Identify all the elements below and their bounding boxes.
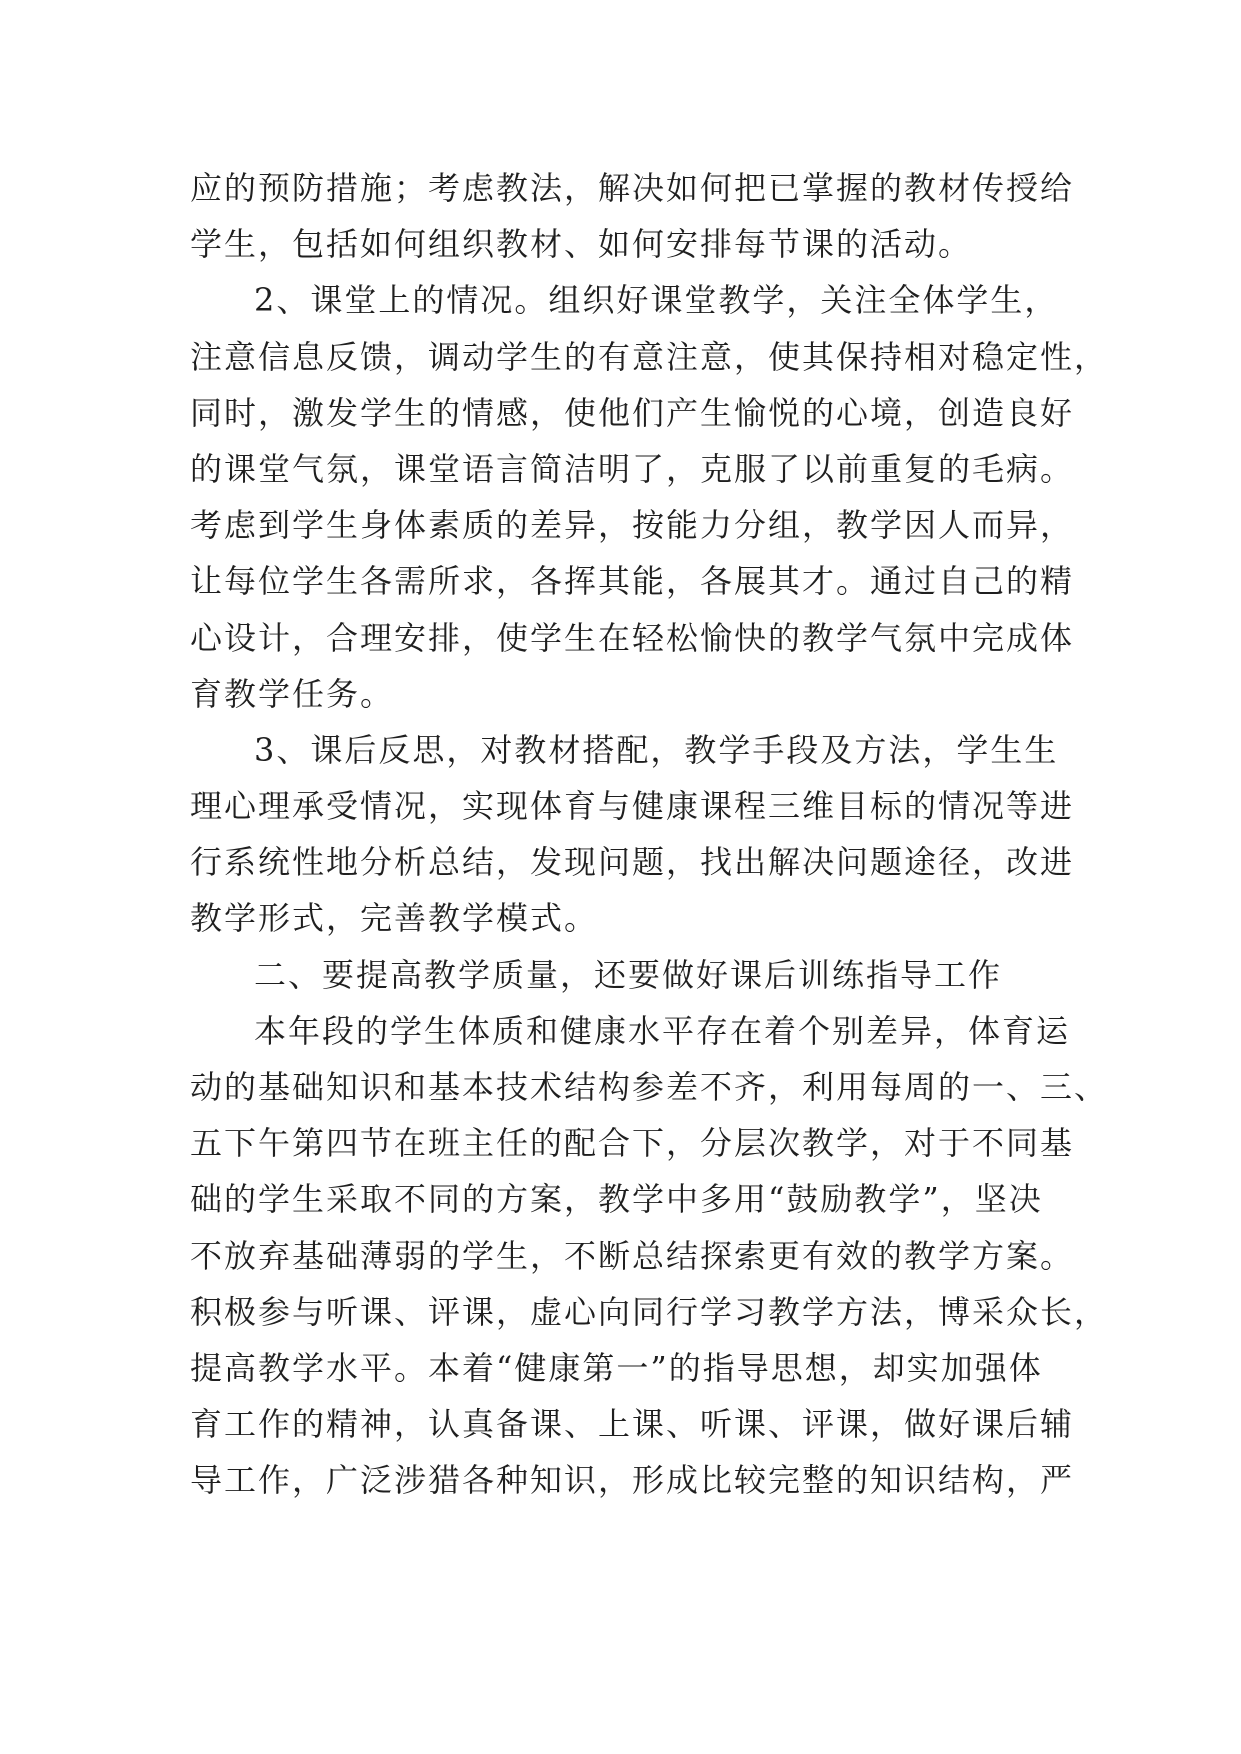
text-line: 学生，包括如何组织教材、如何安排每节课的活动。 [190,225,973,264]
text-line: 不放弃基础薄弱的学生，不断总结探索更有效的教学方案。 [190,1236,1075,1275]
section-heading: 二、要提高教学质量，还要做好课后训练指导工作 [254,955,1003,994]
text-line: 积极参与听课、评课，虚心向同行学习教学方法，博采众长， [190,1292,1109,1331]
text-line: 动的基础知识和基本技术结构参差不齐，利用每周的一、三、 [190,1068,1109,1106]
paragraph-start-line: 2、课堂上的情况。组织好课堂教学，关注全体学生， [254,281,1059,320]
text-line: 五下午第四节在班主任的配合下，分层次教学，对于不同基 [190,1124,1075,1163]
text-line: 教学形式，完善教学模式。 [190,899,599,938]
paragraph-start-line: 3、课后反思，对教材搭配，教学手段及方法，学生生 [254,730,1059,769]
text-line: 育工作的精神，认真备课、上课、听课、评课，做好课后辅 [190,1405,1075,1444]
text-line: 础的学生采取不同的方案，教学中多用“鼓励教学”，坚决 [190,1180,1043,1219]
text-line: 提高教学水平。本着“健康第一”的指导思想，却实加强体 [190,1348,1043,1387]
text-line: 的课堂气氛，课堂语言简洁明了，克服了以前重复的毛病。 [190,449,1075,488]
text-line: 导工作，广泛涉猎各种知识，形成比较完整的知识结构，严 [190,1461,1075,1500]
text-line: 育教学任务。 [190,674,395,713]
text-line: 注意信息反馈，调动学生的有意注意，使其保持相对稳定性， [190,337,1109,376]
paragraph-start-line: 本年段的学生体质和健康水平存在着个别差异，体育运 [254,1011,1071,1050]
text-line: 行系统性地分析总结，发现问题，找出解决问题途径，改进 [190,843,1075,882]
text-line: 心设计，合理安排，使学生在轻松愉快的教学气氛中完成体 [190,618,1075,657]
body-text [190,160,1109,1509]
text-line: 让每位学生各需所求，各挥其能，各展其才。通过自己的精 [190,562,1075,601]
text-line: 应的预防措施；考虑教法，解决如何把已掌握的教材传授给 [190,169,1075,207]
text-line: 考虑到学生身体素质的差异，按能力分组，教学因人而异， [190,506,1075,545]
text-line: 同时，激发学生的情感，使他们产生愉悦的心境，创造良好 [190,393,1075,432]
text-line: 理心理承受情况，实现体育与健康课程三维目标的情况等进 [190,787,1075,826]
